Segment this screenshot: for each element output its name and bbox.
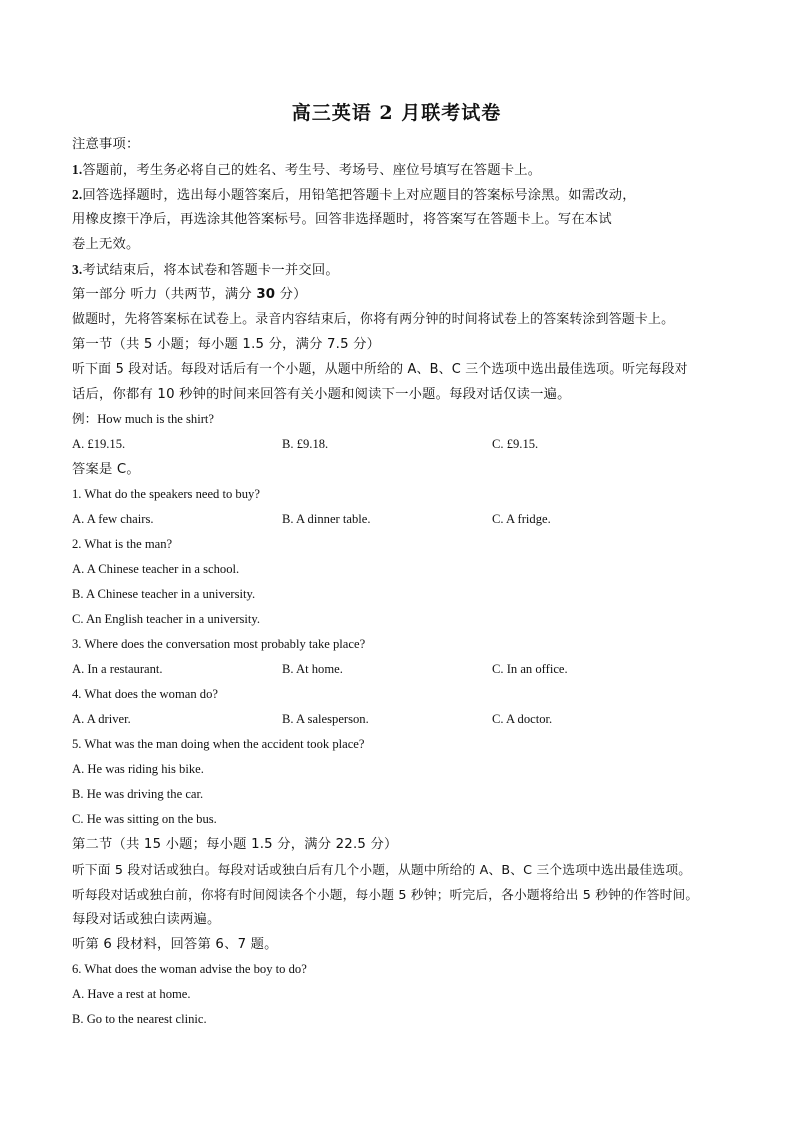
notice-item-2-text-line1: 回答选择题时，选出每小题答案后，用铅笔把答题卡上对应题目的答案标号涂黑。如需改动， [82, 188, 636, 203]
example-option-a: A. £19.15. [72, 437, 126, 451]
question-3-option-a: A. In a restaurant. [72, 662, 163, 676]
question-6: 6. What does the woman advise the boy to do? [72, 962, 307, 976]
question-5-option-c: C. He was sitting on the bus. [72, 812, 217, 826]
question-6-option-b: B. Go to the nearest clinic. [72, 1012, 207, 1026]
question-1: 1. What do the speakers need to buy? [72, 487, 260, 501]
page-title: 高三英语 2 月联考试卷 [291, 102, 502, 124]
question-1-option-a: A. A few chairs. [72, 512, 154, 526]
part1-instruction: 做题时，先将答案标在试卷上。录音内容结束后，你将有两分钟的时间将试卷上的答案转涂到答题卡上。 [72, 312, 675, 327]
question-3-option-c: C. In an office. [492, 662, 568, 676]
notice-item-2-line3: 卷上无效。 [72, 237, 140, 252]
section2-instruction-line3: 每段对话或独白读两遍。 [72, 912, 221, 927]
notice-item-2 [72, 182, 740, 207]
notice-item-1-number: 1. [72, 162, 83, 177]
part1-heading-score: 30 [256, 287, 276, 302]
notice-item-3-text: 考试结束后，将本试卷和答题卡一并交回。 [82, 263, 339, 278]
question-4-option-c: C. A doctor. [492, 712, 553, 726]
notice-item-1 [72, 157, 740, 182]
question-4-options [72, 707, 740, 732]
notice-item-2-number: 2. [72, 187, 83, 202]
question-3-options [72, 657, 740, 682]
notice-heading: 注意事项： [72, 137, 140, 152]
material-6-heading: 听第 6 段材料，回答第 6、7 题。 [72, 937, 278, 952]
section2-instruction-line2: 听每段对话或独白前，你将有时间阅读各个小题，每小题 5 秒钟；听完后，各小题将给出 5 秒钟的作答时间。 [72, 887, 699, 902]
section1-instruction-line2: 话后，你都有 10 秒钟的时间来回答有关小题和阅读下一小题。每段对话仅读一遍。 [72, 387, 571, 402]
section1-instruction-line1: 听下面 5 段对话。每段对话后有一个小题，从题中所给的 A、B、C 三个选项中选出最佳选项。听完每段对 [72, 362, 688, 377]
exam-content [72, 132, 740, 1032]
notice-item-3-number: 3. [72, 262, 83, 277]
part1-heading-pre: 第一部分 听力（共两节，满分 [72, 287, 257, 302]
example-option-b: B. £9.18. [282, 437, 329, 451]
section2-heading: 第二节（共 15 小题；每小题 1.5 分，满分 22.5 分） [72, 837, 398, 852]
notice-item-1-text: 答题前，考生务必将自己的姓名、考生号、考场号、座位号填写在答题卡上。 [82, 163, 542, 178]
question-5-option-b: B. He was driving the car. [72, 787, 204, 801]
question-2: 2. What is the man? [72, 537, 173, 551]
example-options [72, 432, 740, 457]
question-1-option-c: C. A fridge. [492, 512, 551, 526]
example-option-c: C. £9.15. [492, 437, 539, 451]
part1-heading-post: 分） [275, 287, 307, 302]
section1-heading: 第一节（共 5 小题；每小题 1.5 分，满分 7.5 分） [72, 337, 381, 352]
notice-item-2-line2: 用橡皮擦干净后，再选涂其他答案标号。回答非选择题时，将答案写在答题卡上。写在本试 [72, 212, 612, 227]
question-4-option-a: A. A driver. [72, 712, 131, 726]
question-5-option-a: A. He was riding his bike. [72, 762, 204, 776]
question-4-option-b: B. A salesperson. [282, 712, 369, 726]
question-6-option-a: A. Have a rest at home. [72, 987, 191, 1001]
question-5: 5. What was the man doing when the accident took place? [72, 737, 365, 751]
notice-item-3 [72, 257, 740, 282]
question-4: 4. What does the woman do? [72, 687, 218, 701]
section2-instruction-line1: 听下面 5 段对话或独白。每段对话或独白后有几个小题，从题中所给的 A、B、C 三个选项中选出最佳选项。 [72, 862, 692, 877]
example-question: 例：How much is the shirt? [72, 412, 215, 426]
question-1-option-b: B. A dinner table. [282, 512, 371, 526]
question-1-options [72, 507, 740, 532]
part1-heading [72, 282, 740, 307]
question-2-option-a: A. A Chinese teacher in a school. [72, 562, 240, 576]
question-3: 3. Where does the conversation most probably take place? [72, 637, 366, 651]
question-2-option-c: C. An English teacher in a university. [72, 612, 261, 626]
example-answer: 答案是 C。 [72, 462, 140, 477]
question-3-option-b: B. At home. [282, 662, 343, 676]
question-2-option-b: B. A Chinese teacher in a university. [72, 587, 256, 601]
